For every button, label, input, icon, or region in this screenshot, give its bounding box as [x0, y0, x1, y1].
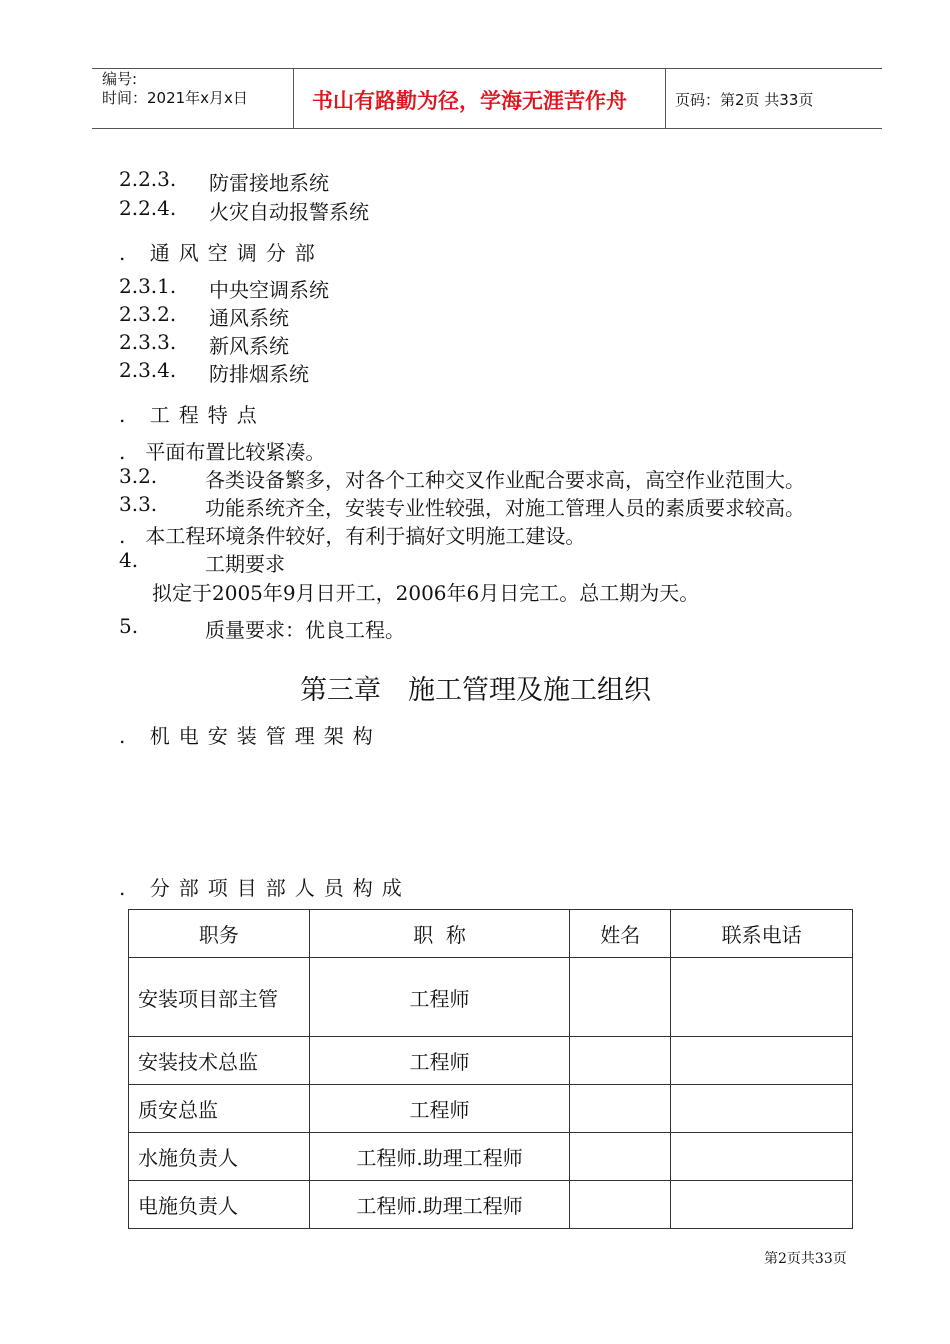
item-2-3-1-number: 2.3.1. — [119, 274, 177, 298]
header-divider-1 — [293, 68, 294, 129]
section-4-number: 4. — [119, 548, 139, 572]
section-features-heading: . 工程特点 — [119, 403, 266, 427]
cell-position: 水施负责人 — [129, 1133, 310, 1181]
column-header-phone: 联系电话 — [671, 910, 853, 958]
item-2-3-4-number: 2.3.4. — [119, 358, 177, 382]
chapter-title: 第三章 施工管理及施工组织 — [300, 675, 651, 706]
item-2-2-4-text: 火灾自动报警系统 — [209, 200, 369, 224]
feature-2-text: 各类设备繁多，对各个工种交叉作业配合要求高，高空作业范围大。 — [205, 468, 805, 492]
schedule-text: 拟定于2005年9月日开工，2006年6月日完工。总工期为天。 — [152, 581, 700, 605]
column-header-name: 姓名 — [570, 910, 671, 958]
cell-position: 安装项目部主管 — [129, 958, 310, 1037]
header-time-label: 时间：2021年x月x日 — [102, 89, 248, 107]
table-row — [129, 958, 853, 1037]
section-management-structure: . 机电安装管理架构 — [119, 724, 382, 748]
cell-phone — [671, 1133, 853, 1181]
item-2-3-1-text: 中央空调系统 — [209, 278, 329, 302]
item-2-3-2-number: 2.3.2. — [119, 302, 177, 326]
cell-title: 工程师 — [309, 1037, 570, 1085]
item-2-3-2-text: 通风系统 — [209, 306, 289, 330]
section-4-text: 工期要求 — [205, 552, 285, 576]
feature-3-text: 功能系统齐全，安装专业性较强，对施工管理人员的素质要求较高。 — [205, 496, 805, 520]
feature-3-number: 3.3. — [119, 492, 158, 516]
table-row — [129, 1085, 853, 1133]
cell-position: 质安总监 — [129, 1085, 310, 1133]
cell-phone — [671, 1037, 853, 1085]
table-row — [129, 1181, 853, 1229]
item-2-3-3-number: 2.3.3. — [119, 330, 177, 354]
header-page-label: 页码：第2页 共33页 — [675, 91, 814, 109]
column-header-title: 职 称 — [309, 910, 570, 958]
item-2-3-4-text: 防排烟系统 — [209, 362, 309, 386]
item-2-2-3-number: 2.2.3. — [119, 167, 177, 191]
section-5-number: 5. — [119, 614, 139, 638]
cell-phone — [671, 1085, 853, 1133]
header-motto: 书山有路勤为径，学海无涯苦作舟 — [312, 89, 627, 113]
section-5-text: 质量要求：优良工程。 — [205, 618, 405, 642]
cell-name — [570, 1085, 671, 1133]
feature-2-number: 3.2. — [119, 464, 158, 488]
cell-title: 工程师 — [309, 1085, 570, 1133]
item-2-2-4-number: 2.2.4. — [119, 196, 177, 220]
cell-position: 安装技术总监 — [129, 1037, 310, 1085]
cell-title: 工程师.助理工程师 — [309, 1181, 570, 1229]
cell-phone — [671, 958, 853, 1037]
item-2-2-3-text: 防雷接地系统 — [209, 171, 329, 195]
section-staff-composition: . 分部项目部人员构成 — [119, 876, 411, 900]
table-row — [129, 1133, 853, 1181]
cell-name — [570, 958, 671, 1037]
cell-title: 工程师 — [309, 958, 570, 1037]
section-hvac-heading: . 通风空调分部 — [119, 241, 324, 265]
feature-4: . 本工程环境条件较好，有利于搞好文明施工建设。 — [119, 524, 586, 548]
table-row — [129, 1037, 853, 1085]
feature-1: . 平面布置比较紧凑。 — [119, 440, 326, 464]
item-2-3-3-text: 新风系统 — [209, 334, 289, 358]
header-top-rule — [92, 68, 882, 69]
header-divider-2 — [665, 68, 666, 129]
column-header-position: 职务 — [129, 910, 310, 958]
cell-title: 工程师.助理工程师 — [309, 1133, 570, 1181]
table-header-row — [129, 910, 853, 958]
cell-phone — [671, 1181, 853, 1229]
cell-name — [570, 1037, 671, 1085]
cell-name — [570, 1181, 671, 1229]
header-code-label: 编号: — [102, 70, 138, 88]
staff-table — [128, 909, 853, 1229]
header-bottom-rule — [92, 128, 882, 129]
cell-position: 电施负责人 — [129, 1181, 310, 1229]
footer-page-number: 第2页共33页 — [764, 1251, 847, 1267]
cell-name — [570, 1133, 671, 1181]
